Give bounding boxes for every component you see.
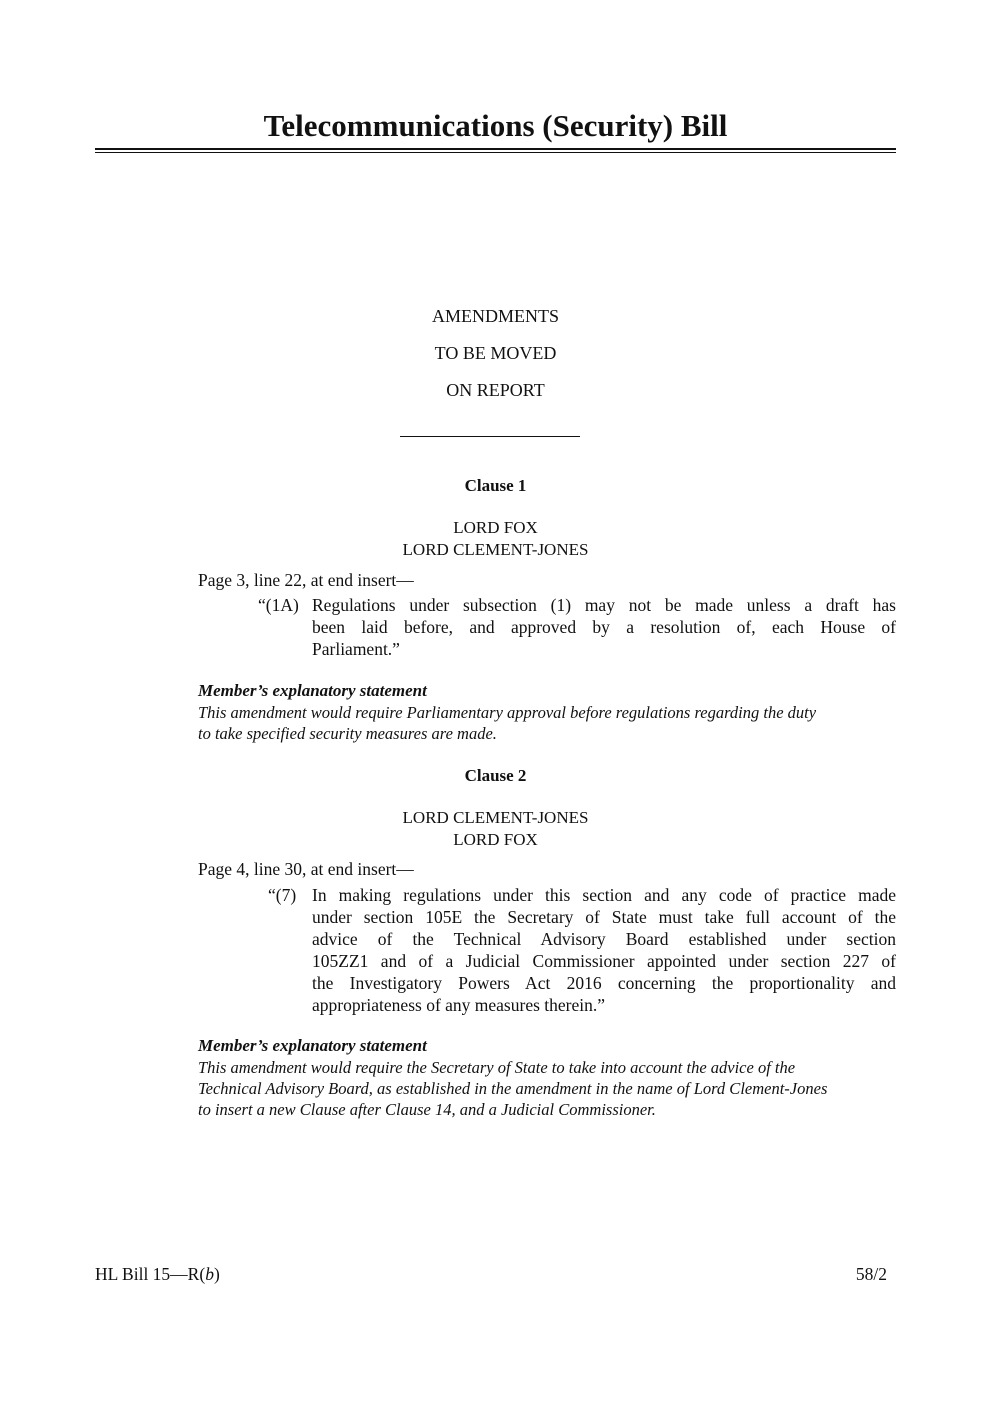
text-line: In making regulations under this section and any code of practice made <box>312 885 896 905</box>
explanatory-statement <box>198 702 898 744</box>
page-number: 58/2 <box>855 1264 887 1284</box>
bill-ref-letter: b <box>205 1264 214 1284</box>
bill-reference <box>95 1263 220 1285</box>
title-rule-thick <box>95 148 896 150</box>
statement-line: to insert a new Clause after Clause 14, and a Judicial Commissioner. <box>198 1100 656 1119</box>
text-line: Parliament.” <box>312 639 400 659</box>
text-line: advice of the Technical Advisory Board established under section <box>312 929 896 949</box>
heading-line-3: ON REPORT <box>446 380 545 400</box>
explanatory-statement <box>198 1057 898 1120</box>
heading-line-1: AMENDMENTS <box>431 306 559 326</box>
amendment-text <box>312 594 896 660</box>
statement-line: Technical Advisory Board, as established in the amendment in the name of Lord Clement-Jones <box>198 1079 828 1098</box>
page-reference: Page 3, line 22, at end insert— <box>198 570 414 590</box>
bill-ref-suffix: ) <box>213 1264 220 1284</box>
clause-heading: Clause 1 <box>464 476 527 495</box>
clause-heading: Clause 2 <box>464 766 527 785</box>
text-line: under section 105E the Secretary of State must take full account of the <box>312 907 896 927</box>
amendment-text <box>312 884 896 1016</box>
heading-line-2: TO BE MOVED <box>434 343 557 363</box>
member-name: LORD CLEMENT-JONES <box>402 808 589 827</box>
bill-ref-prefix: HL Bill 15—R( <box>95 1264 206 1284</box>
page-reference: Page 4, line 30, at end insert— <box>198 859 414 879</box>
heading-rule <box>400 436 580 437</box>
text-line: 105ZZ1 and of a Judicial Commissioner appointed under section 227 of <box>312 951 896 971</box>
text-line: the Investigatory Powers Act 2016 concerning the proportionality and <box>312 973 896 993</box>
member-name: LORD CLEMENT-JONES <box>402 540 589 559</box>
text-line: Regulations under subsection (1) may not be made unless a draft has <box>312 595 896 615</box>
document-title: Telecommunications (Security) Bill <box>263 108 728 143</box>
member-name: LORD FOX <box>453 830 538 849</box>
member-name: LORD FOX <box>453 518 538 537</box>
subsection-number: “(7) <box>268 885 297 905</box>
statement-line: to take specified security measures are made. <box>198 724 497 743</box>
statement-line: This amendment would require the Secretary of State to take into account the advice of the <box>198 1058 796 1077</box>
text-line: appropriateness of any measures therein.” <box>312 995 606 1015</box>
statement-line: This amendment would require Parliamentary approval before regulations regarding the duty <box>198 703 817 722</box>
subsection-number: “(1A) <box>258 595 299 615</box>
statement-heading: Member’s explanatory statement <box>198 1036 427 1055</box>
text-line: been laid before, and approved by a resolution of, each House of <box>312 617 896 637</box>
title-rule-thin <box>95 152 896 153</box>
statement-heading: Member’s explanatory statement <box>198 681 427 700</box>
